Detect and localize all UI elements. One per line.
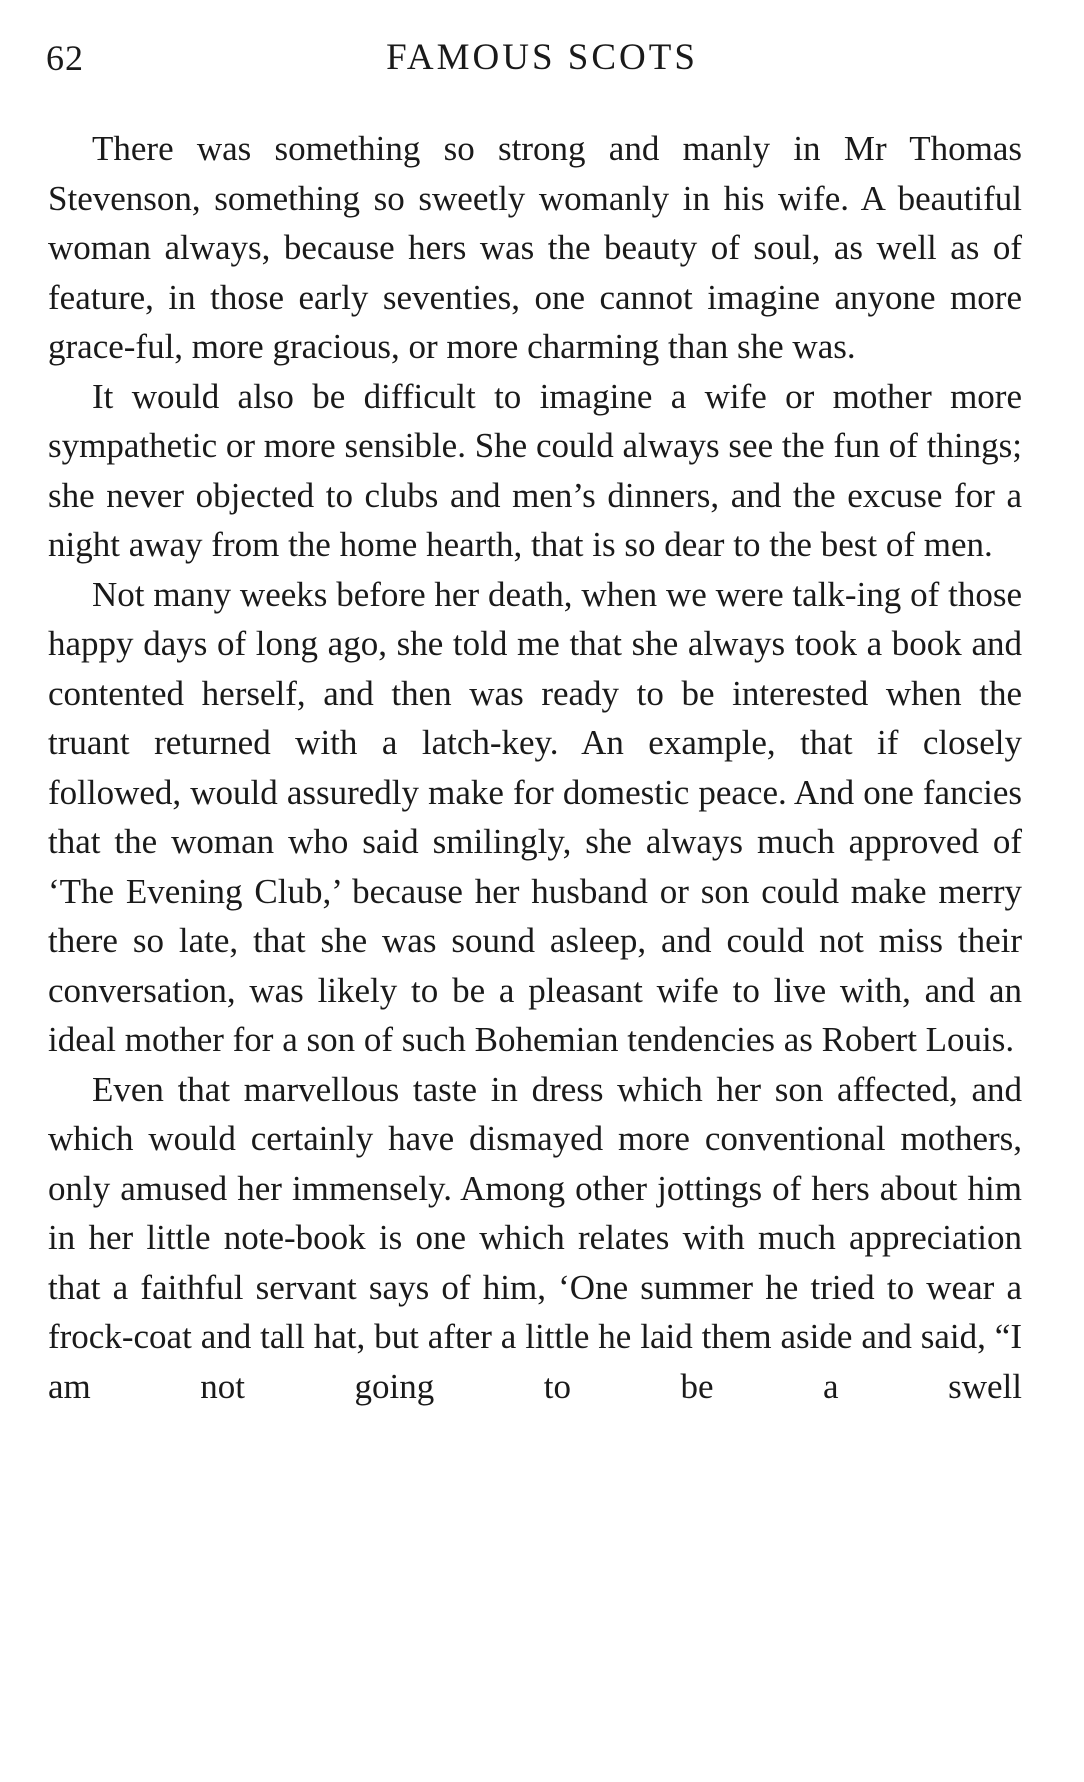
paragraph-1: There was something so strong and manly in Mr Thomas Stevenson, something so sweetly womanly in his wife. A beautiful woman always, because hers was the beauty of soul, as well as of feature, in those early seventies, one cannot imagine anyone more grace-ful, more gracious, or more charming than she was. <box>48 129 1022 366</box>
page-number: 62 <box>46 38 84 78</box>
paragraph-2: It would also be difficult to imagine a wife or mother more sympathetic or more sensible. She could always see the fun of things; she never objected to clubs and men’s dinners, and the excuse for a night away from the home hearth, that is so dear to the best of men. <box>48 376 1022 564</box>
body-text <box>48 124 1022 1411</box>
paragraph-4: Even that marvellous taste in dress which her son affected, and which would certainly have dismayed more conventional mothers, only amused her immensely. Among other jottings of hers about him in her little note-book is one which relates with much appreciation that a faithful servant says of him, ‘One summer he tried to wear a frock-coat and tall hat, but after a little he laid them aside and said, “I am not going to be a swell <box>48 1069 1022 1406</box>
paragraph-3: Not many weeks before her death, when we were talk-ing of those happy days of long ago, she told me that she always took a book and contented herself, and then was ready to be interested when the truant returned with a latch-key. An example, that if closely followed, would assuredly make for domestic peace. And one fancies that the woman who said smilingly, she always much approved of ‘The Evening Club,’ because her husband or son could make merry there so late, that she was sound asleep, and could not miss their conversation, was likely to be a pleasant wife to live with, and an ideal mother for a son of such Bohemian tendencies as Robert Louis. <box>48 574 1022 1059</box>
running-head-title: FAMOUS SCOTS <box>386 37 698 78</box>
